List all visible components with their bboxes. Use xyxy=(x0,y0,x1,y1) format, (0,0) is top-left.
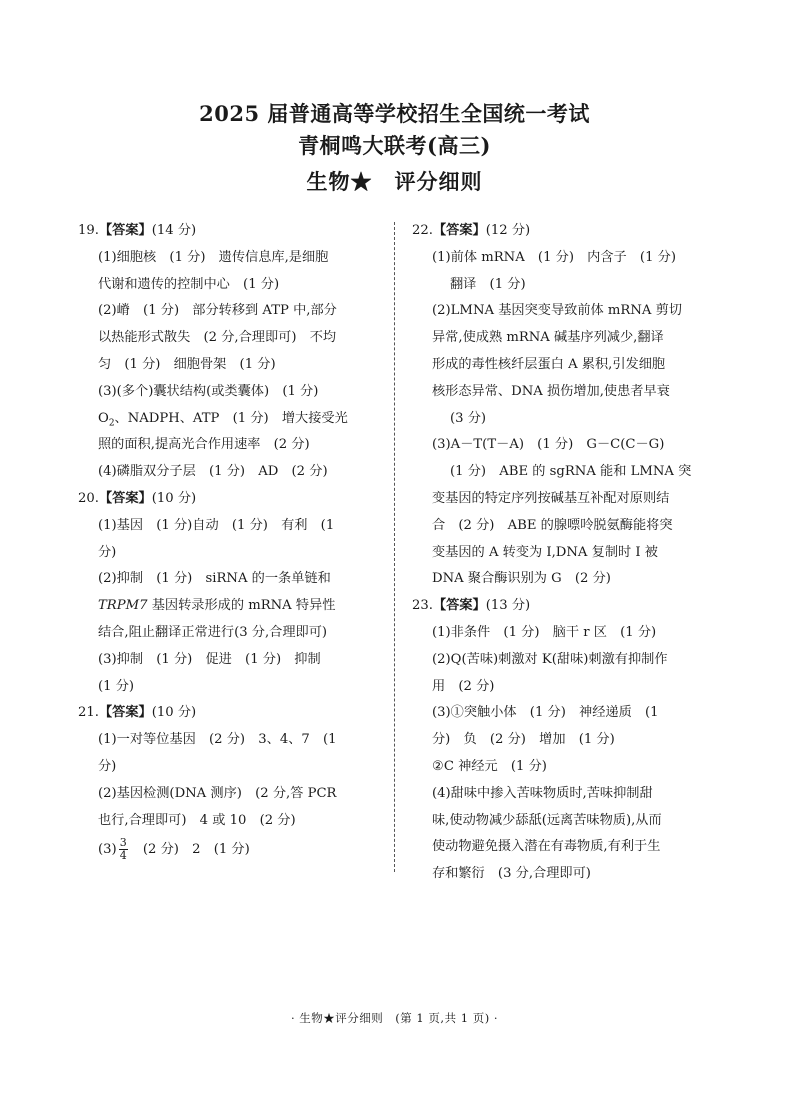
answer-line: (2)Q(苦味)刺激对 K(甜味)刺激有抑制作 xyxy=(432,651,668,667)
answer-line: (4)甜味中掺入苦味物质时,苦味抑制甜 xyxy=(432,785,653,801)
answer-line: (3 分) xyxy=(450,410,487,426)
question-22-header xyxy=(412,218,718,245)
fraction-denominator: 4 xyxy=(119,849,127,863)
answer-line: (1)基因 (1 分)自动 (1 分) 有利 (1 xyxy=(98,517,335,533)
answer-line: 分) xyxy=(98,544,117,560)
answer-line: (3)(多个)囊状结构(或类囊体) (1 分) xyxy=(98,383,319,399)
answer-line: (2)嵴 (1 分) 部分转移到 ATP 中,部分 xyxy=(98,303,337,319)
fraction xyxy=(119,837,128,862)
answer-line: 分) 负 (2 分) 增加 (1 分) xyxy=(432,732,615,748)
answer-text: (2 分) 2 (1 分) xyxy=(129,842,250,858)
question-19-header xyxy=(78,218,380,245)
question-number: 22. xyxy=(412,223,433,238)
answer-line: 核形态异常、DNA 损伤增加,使患者早衰 xyxy=(432,383,670,399)
answer-line: (3)①突触小体 (1 分) 神经递质 (1 xyxy=(432,705,659,721)
answer-line: (1)一对等位基因 (2 分) 3、4、7 (1 xyxy=(98,732,337,748)
answer-line: 变基因的特定序列按碱基互补配对原则结 xyxy=(432,490,670,506)
answer-line: DNA 聚合酶识别为 G (2 分) xyxy=(432,571,611,587)
question-23-header xyxy=(412,593,718,620)
answer-line: (1 分) ABE 的 sgRNA 能和 LMNA 突 xyxy=(450,464,692,480)
answer-label: 【答案】 xyxy=(98,223,152,238)
question-number: 21. xyxy=(78,705,99,721)
answer-line: 代谢和遗传的控制中心 (1 分) xyxy=(98,276,280,292)
question-score: (13 分) xyxy=(485,598,531,614)
answer-line: (3)A－T(T－A) (1 分) G－C(C－G) xyxy=(432,437,665,453)
answer-line: (1)前体 mRNA (1 分) 内含子 (1 分) xyxy=(432,249,676,265)
answer-text: (3) xyxy=(98,842,117,858)
answer-line: 翻译 (1 分) xyxy=(450,276,526,292)
question-20-header xyxy=(78,486,380,513)
answer-line xyxy=(78,593,380,620)
question-number: 19. xyxy=(78,223,99,238)
answer-line xyxy=(78,834,380,866)
answer-label: 【答案】 xyxy=(98,705,152,721)
answer-line xyxy=(78,406,380,433)
answer-line: 匀 (1 分) 细胞骨架 (1 分) xyxy=(98,356,276,372)
gene-name: TRPM7 xyxy=(98,598,148,614)
page-footer: · 生物★评分细则 (第 1 页,共 1 页) · xyxy=(290,1011,498,1025)
left-column xyxy=(78,218,380,866)
question-score: (14 分) xyxy=(151,223,197,238)
exam-subtitle: 青桐鸣大联考(高三) xyxy=(298,133,491,158)
answer-line: 结合,阻止翻译正常进行(3 分,合理即可) xyxy=(98,624,328,640)
answer-line: 合 (2 分) ABE 的腺嘌呤脱氨酶能将突 xyxy=(432,517,673,533)
subscript: 2 xyxy=(108,418,115,429)
answer-line: (2)抑制 (1 分) siRNA 的一条单链和 xyxy=(98,571,331,587)
answer-line: 变基因的 A 转变为 I,DNA 复制时 I 被 xyxy=(432,544,658,560)
answer-line: 形成的毒性核纤层蛋白 A 累积,引发细胞 xyxy=(432,356,666,372)
column-divider xyxy=(394,222,395,872)
answer-line: (3)抑制 (1 分) 促进 (1 分) 抑制 xyxy=(98,651,321,667)
answer-line: ②C 神经元 (1 分) xyxy=(432,758,547,774)
question-number: 23. xyxy=(412,598,433,614)
answer-line: (1)细胞核 (1 分) 遗传信息库,是细胞 xyxy=(98,249,329,265)
answer-label: 【答案】 xyxy=(432,598,486,614)
answer-line: (2)LMNA 基因突变导致前体 mRNA 剪切 xyxy=(432,303,682,319)
question-score: (10 分) xyxy=(151,705,197,721)
answer-line: 存和繁衍 (3 分,合理即可) xyxy=(432,866,591,882)
answer-line: 味,使动物减少舔舐(远离苦味物质),从而 xyxy=(432,812,662,828)
question-score: (10 分) xyxy=(151,490,197,506)
question-score: (12 分) xyxy=(485,223,531,238)
answer-line: 分) xyxy=(98,758,117,774)
answer-label: 【答案】 xyxy=(98,490,152,506)
answer-line: 照的面积,提高光合作用速率 (2 分) xyxy=(98,437,310,453)
answer-line: 用 (2 分) xyxy=(432,678,495,694)
answer-line: (2)基因检测(DNA 测序) (2 分,答 PCR xyxy=(98,785,337,801)
answer-text: 、NADPH、ATP (1 分) 增大接受光 xyxy=(114,410,348,426)
right-column xyxy=(412,218,718,888)
answer-line: 以热能形式散失 (2 分,合理即可) 不均 xyxy=(98,330,337,346)
formula-text: O xyxy=(98,410,109,426)
answer-label: 【答案】 xyxy=(432,223,486,238)
answer-line: (4)磷脂双分子层 (1 分) AD (2 分) xyxy=(98,464,328,480)
answer-line: (1 分) xyxy=(98,678,135,694)
answer-line: (1)非条件 (1 分) 脑干 r 区 (1 分) xyxy=(432,624,657,640)
answer-line: 异常,使成熟 mRNA 碱基序列减少,翻译 xyxy=(432,330,664,346)
answer-line: 也行,合理即可) 4 或 10 (2 分) xyxy=(98,812,296,828)
subject-title: 生物★ 评分细则 xyxy=(306,169,483,194)
question-number: 20. xyxy=(78,490,99,506)
exam-title: 2025 届普通高等学校招生全国统一考试 xyxy=(199,101,590,126)
fraction-numerator: 3 xyxy=(119,836,127,850)
question-21-header xyxy=(78,700,380,727)
answer-line: 使动物避免摄入潜在有毒物质,有利于生 xyxy=(432,839,661,855)
answer-text: 基因转录形成的 mRNA 特异性 xyxy=(147,598,336,614)
